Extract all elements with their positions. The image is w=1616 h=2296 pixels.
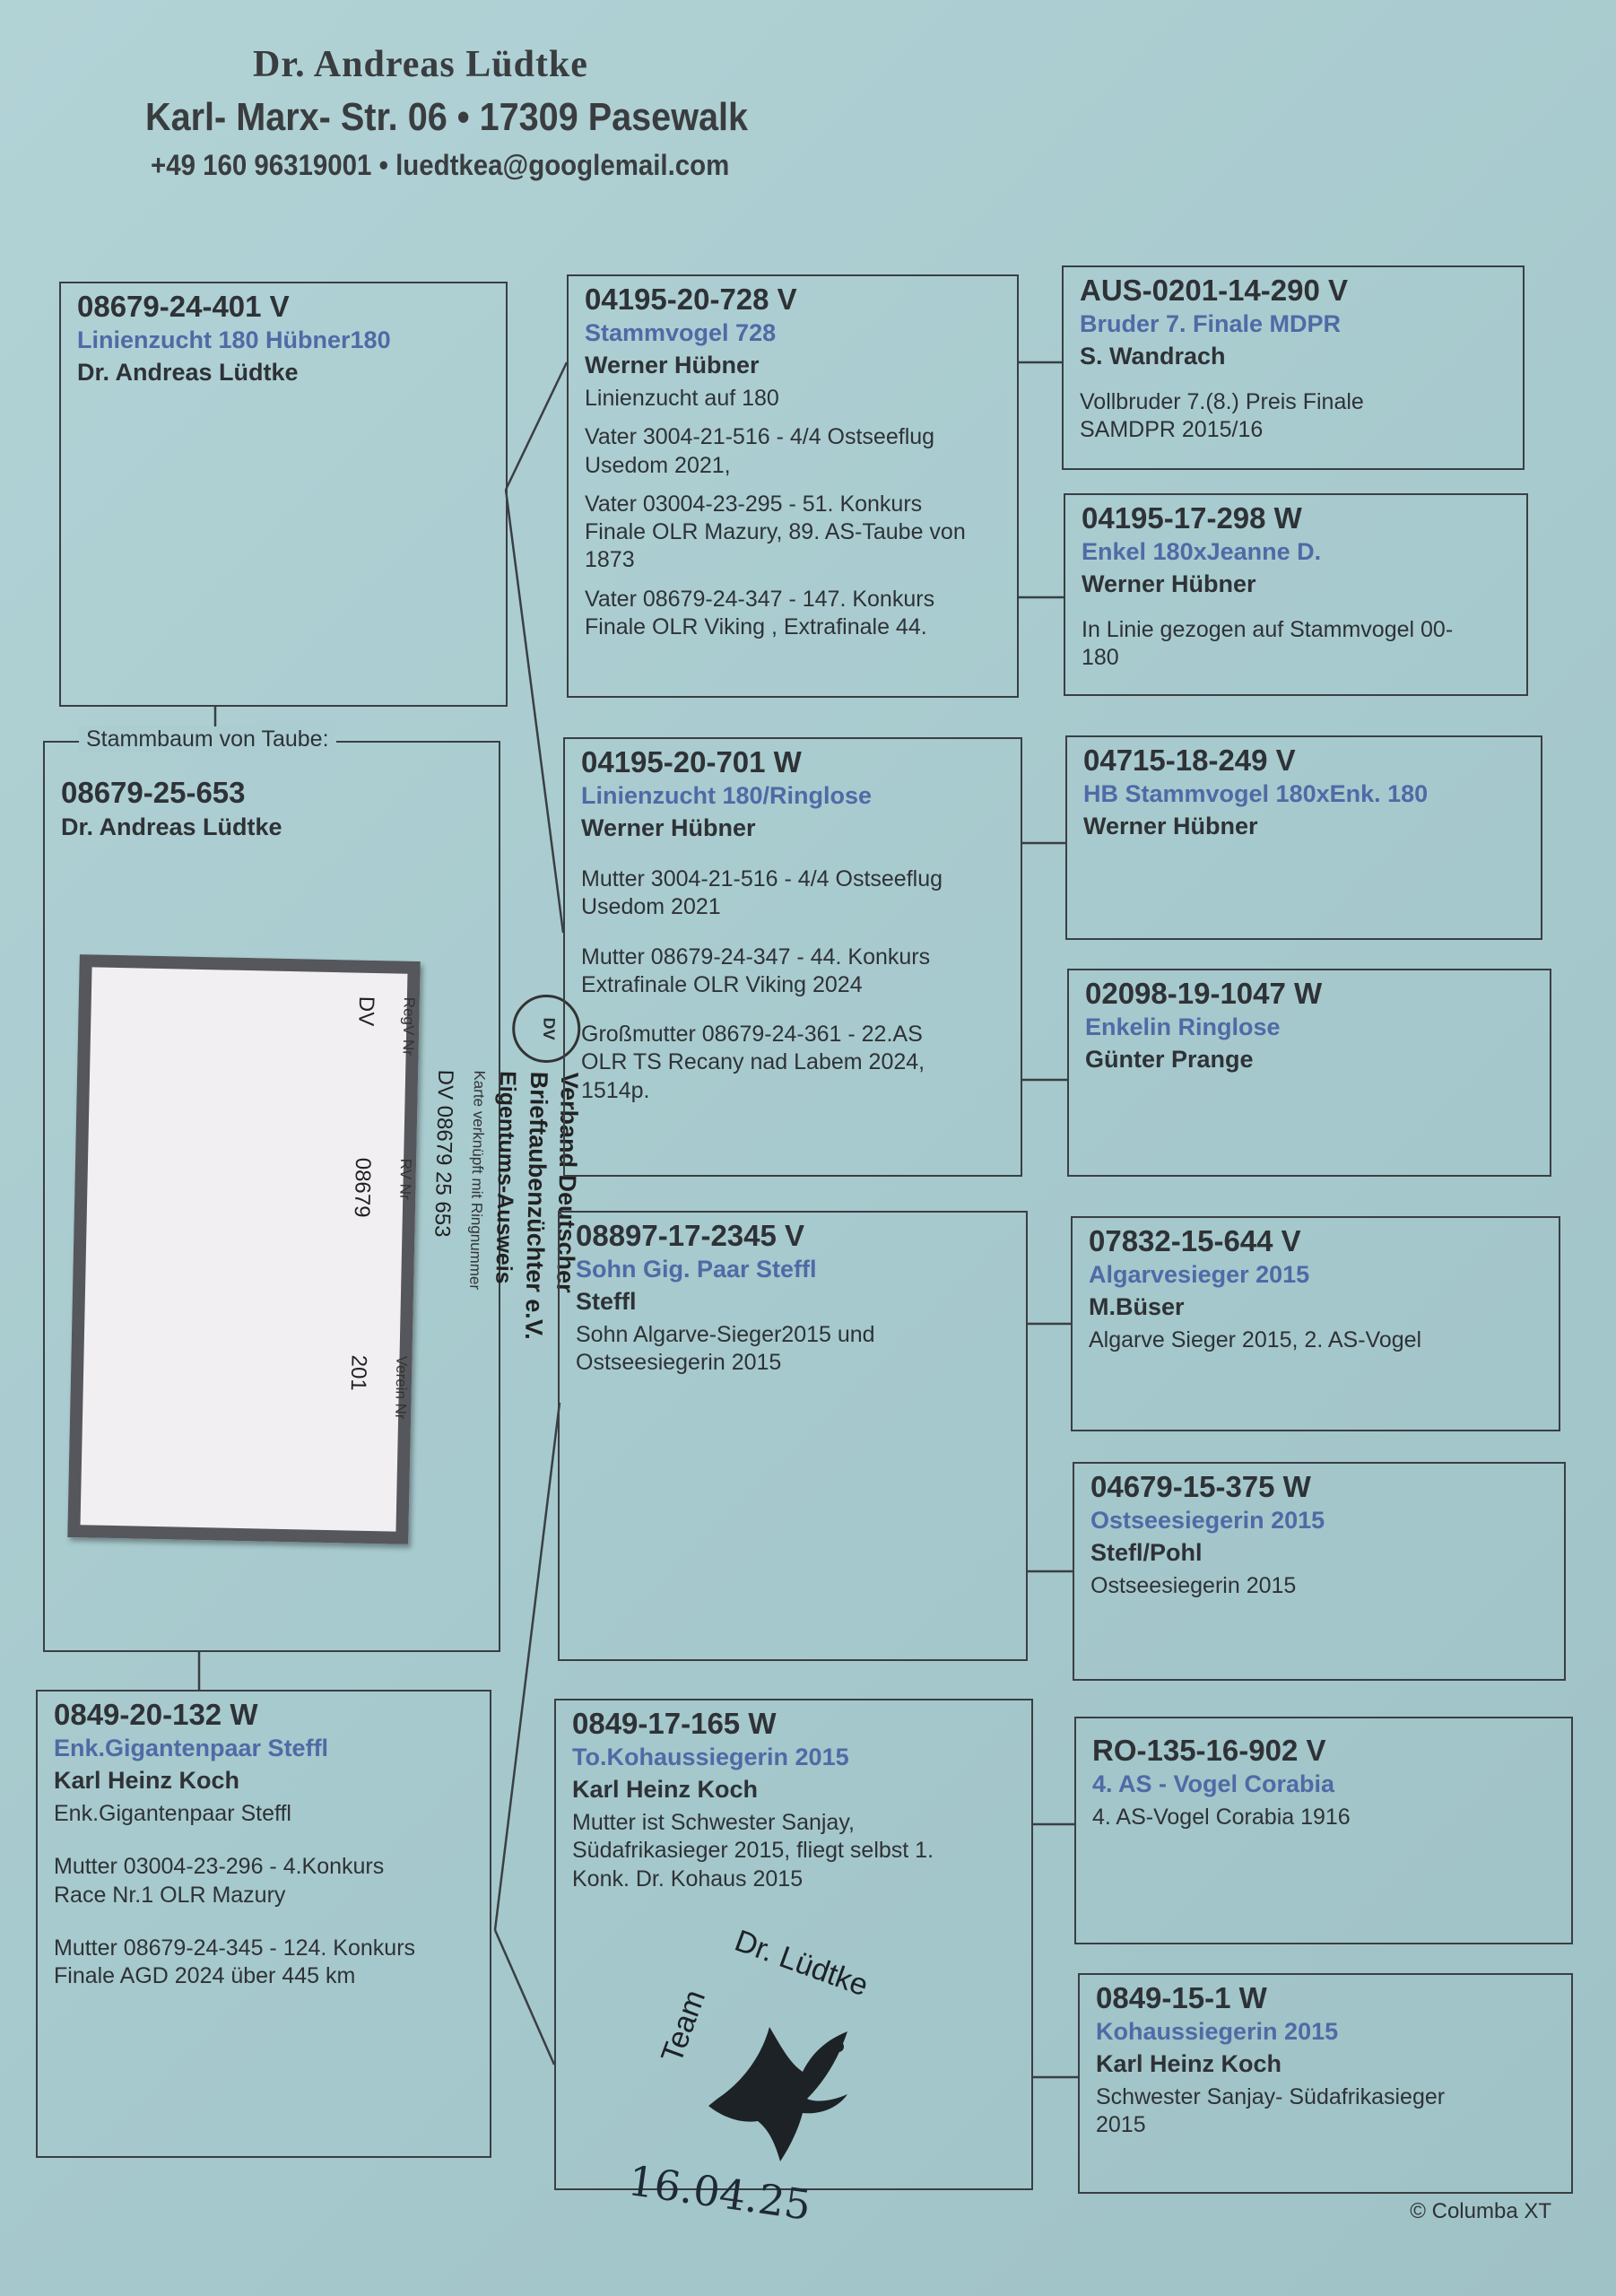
- mm-ring: 0849-17-165 W: [572, 1707, 777, 1740]
- mmm-note-1: Schwester Sanjay- Südafrikasieger 2015: [1096, 2084, 1446, 2138]
- ffm-title: Enkel 180xJeanne D.: [1082, 537, 1322, 565]
- mother-ring: 0849-20-132 W: [54, 1698, 258, 1731]
- card-verein-value: 201: [345, 1354, 371, 1392]
- mff-box: [1071, 1216, 1560, 1431]
- ff-note-3: Vater 03004-23-295 - 51. Konkurs Finale OLR Mazury, 89. AS-Taube von 1873: [585, 491, 966, 573]
- mfm-note-1: Ostseesiegerin 2015: [1090, 1573, 1297, 1599]
- father-title: Linienzucht 180 Hübner180: [77, 326, 391, 353]
- card-org-line2: Brieftaubenzüchter e.V.: [519, 1071, 553, 1341]
- mother-note-2: Mutter 03004-23-296 - 4.Konkurs Race Nr.1 OLR Mazury: [54, 1854, 385, 1908]
- mff-note-1: Algarve Sieger 2015, 2. AS-Vogel: [1089, 1327, 1422, 1353]
- ffm-ring: 04195-17-298 W: [1082, 501, 1302, 535]
- dv-logo-icon: DV: [511, 994, 581, 1064]
- pigeon-owner: Dr. Andreas Lüdtke: [61, 813, 282, 840]
- fmm-owner: Günter Prange: [1085, 1045, 1254, 1073]
- mmm-box: [1078, 1973, 1573, 2194]
- mfm-box: [1073, 1462, 1566, 1681]
- father-owner: Dr. Andreas Lüdtke: [77, 358, 299, 386]
- mm-note-1: Mutter ist Schwester Sanjay, Südafrikasieger 2015, fliegt selbst 1. Konk. Dr. Kohaus 2015: [572, 1810, 934, 1892]
- ffm-box: [1064, 493, 1528, 696]
- fff-title: Bruder 7. Finale MDPR: [1080, 309, 1342, 337]
- ff-note-4: Vater 08679-24-347 - 147. Konkurs Finale OLR Viking , Extrafinale 44.: [585, 586, 935, 639]
- breeder-contact: +49 160 96319001 • luedtkea@googlemail.com: [151, 149, 730, 181]
- card-dv: DV: [353, 996, 378, 1027]
- breeder-address: Karl- Marx- Str. 06 • 17309 Pasewalk: [145, 95, 749, 139]
- mf-title: Sohn Gig. Paar Steffl: [576, 1255, 817, 1283]
- mf-box: [558, 1211, 1028, 1661]
- ff-box: [567, 274, 1019, 698]
- pigeon-ring: 08679-25-653: [61, 776, 246, 809]
- mother-owner: Karl Heinz Koch: [54, 1766, 240, 1794]
- fff-owner: S. Wandrach: [1080, 342, 1226, 370]
- card-doc-title: Eigentums-Ausweis: [491, 1070, 521, 1284]
- mfm-owner: Stefl/Pohl: [1090, 1538, 1203, 1566]
- mmf-box: [1074, 1717, 1573, 1944]
- card-verein-label: Verein Nr: [392, 1355, 411, 1420]
- card-org-line1: Verband Deutscher: [552, 1072, 584, 1293]
- mm-title: To.Kohaussiegerin 2015: [572, 1743, 849, 1770]
- ff-note-2: Vater 3004-21-516 - 4/4 Ostseeflug Usedom 2021,: [585, 424, 935, 478]
- team-stamp: [655, 1923, 897, 2188]
- father-box: [59, 282, 508, 707]
- fm-owner: Werner Hübner: [581, 813, 756, 841]
- mother-note-3: Mutter 08679-24-345 - 124. Konkurs Finale AGD 2024 über 445 km: [54, 1935, 416, 1989]
- card-subtitle: Karte verknüpft mit Ringnummer: [466, 1070, 489, 1291]
- father-ring: 08679-24-401 V: [77, 290, 290, 323]
- fff-ring: AUS-0201-14-290 V: [1080, 274, 1348, 307]
- fm-ring: 04195-20-701 W: [581, 745, 802, 778]
- fm-note-3: Großmutter 08679-24-361 - 22.AS OLR TS Recany nad Labem 2024, 1514p.: [581, 1022, 925, 1103]
- fff-box: [1062, 265, 1525, 470]
- fm-note-2: Mutter 08679-24-347 - 44. Konkurs Extrafinale OLR Viking 2024: [581, 944, 931, 997]
- pedigree-caption: Stammbaum von Taube:: [79, 726, 336, 752]
- mff-owner: M.Büser: [1089, 1292, 1185, 1320]
- ffm-owner: Werner Hübner: [1082, 570, 1256, 597]
- ownership-card: [67, 954, 584, 1544]
- mmm-ring: 0849-15-1 W: [1096, 1981, 1267, 2014]
- mf-owner: Steffl: [576, 1287, 637, 1315]
- fmm-title: Enkelin Ringlose: [1085, 1013, 1281, 1040]
- fm-title: Linienzucht 180/Ringlose: [581, 781, 873, 809]
- mother-title: Enk.Gigantenpaar Steffl: [54, 1734, 329, 1761]
- mmm-title: Kohaussiegerin 2015: [1096, 2017, 1339, 2045]
- ff-title: Stammvogel 728: [585, 318, 777, 346]
- mf-ring: 08897-17-2345 V: [576, 1219, 805, 1252]
- ownership-card-content: [283, 977, 595, 1534]
- fff-note-1: Vollbruder 7.(8.) Preis Finale SAMDPR 2015/16: [1080, 389, 1364, 443]
- ff-note-1: Linienzucht auf 180: [585, 386, 779, 412]
- mm-owner: Karl Heinz Koch: [572, 1775, 759, 1803]
- card-regv-label: RegV Nr: [399, 996, 418, 1057]
- mmf-title: 4. AS - Vogel Corabia: [1092, 1770, 1335, 1797]
- ffm-note-1: In Linie gezogen auf Stammvogel 00- 180: [1082, 617, 1454, 671]
- fmm-box: [1067, 969, 1551, 1177]
- mmf-note-1: 4. AS-Vogel Corabia 1916: [1092, 1804, 1351, 1830]
- mmf-ring: RO-135-16-902 V: [1092, 1734, 1326, 1767]
- fmm-ring: 02098-19-1047 W: [1085, 977, 1323, 1010]
- footer-credit: © Columba XT: [1410, 2199, 1551, 2223]
- handwritten-signature: 16.04.25: [625, 2156, 814, 2230]
- stamp-team-text: Team: [655, 1985, 713, 2067]
- card-ring-number: DV 08679 25 653: [430, 1069, 458, 1238]
- mmm-owner: Karl Heinz Koch: [1096, 2049, 1282, 2077]
- mfm-ring: 04679-15-375 W: [1090, 1470, 1311, 1503]
- mfm-title: Ostseesiegerin 2015: [1090, 1506, 1325, 1534]
- card-rv-label: RV Nr: [396, 1158, 415, 1200]
- mother-box: [36, 1690, 491, 2158]
- fmf-owner: Werner Hübner: [1083, 812, 1258, 839]
- fmf-title: HB Stammvogel 180xEnk. 180: [1083, 779, 1429, 807]
- stamp-name-text: Dr. Lüdtke: [730, 1923, 873, 2004]
- breeder-name: Dr. Andreas Lüdtke: [253, 44, 588, 85]
- ff-owner: Werner Hübner: [585, 351, 760, 378]
- fm-box: [563, 737, 1022, 1177]
- ff-ring: 04195-20-728 V: [585, 283, 797, 316]
- mff-title: Algarvesieger 2015: [1089, 1260, 1310, 1288]
- card-rv-value: 08679: [349, 1157, 376, 1218]
- mother-note-1: Enk.Gigantenpaar Steffl: [54, 1801, 291, 1827]
- fm-note-1: Mutter 3004-21-516 - 4/4 Ostseeflug Usedom 2021: [581, 866, 943, 920]
- mff-ring: 07832-15-644 V: [1089, 1224, 1301, 1257]
- mf-note-1: Sohn Algarve-Sieger2015 und Ostseesiegerin 2015: [576, 1322, 875, 1376]
- fmf-ring: 04715-18-249 V: [1083, 744, 1296, 777]
- fmf-box: [1065, 735, 1542, 940]
